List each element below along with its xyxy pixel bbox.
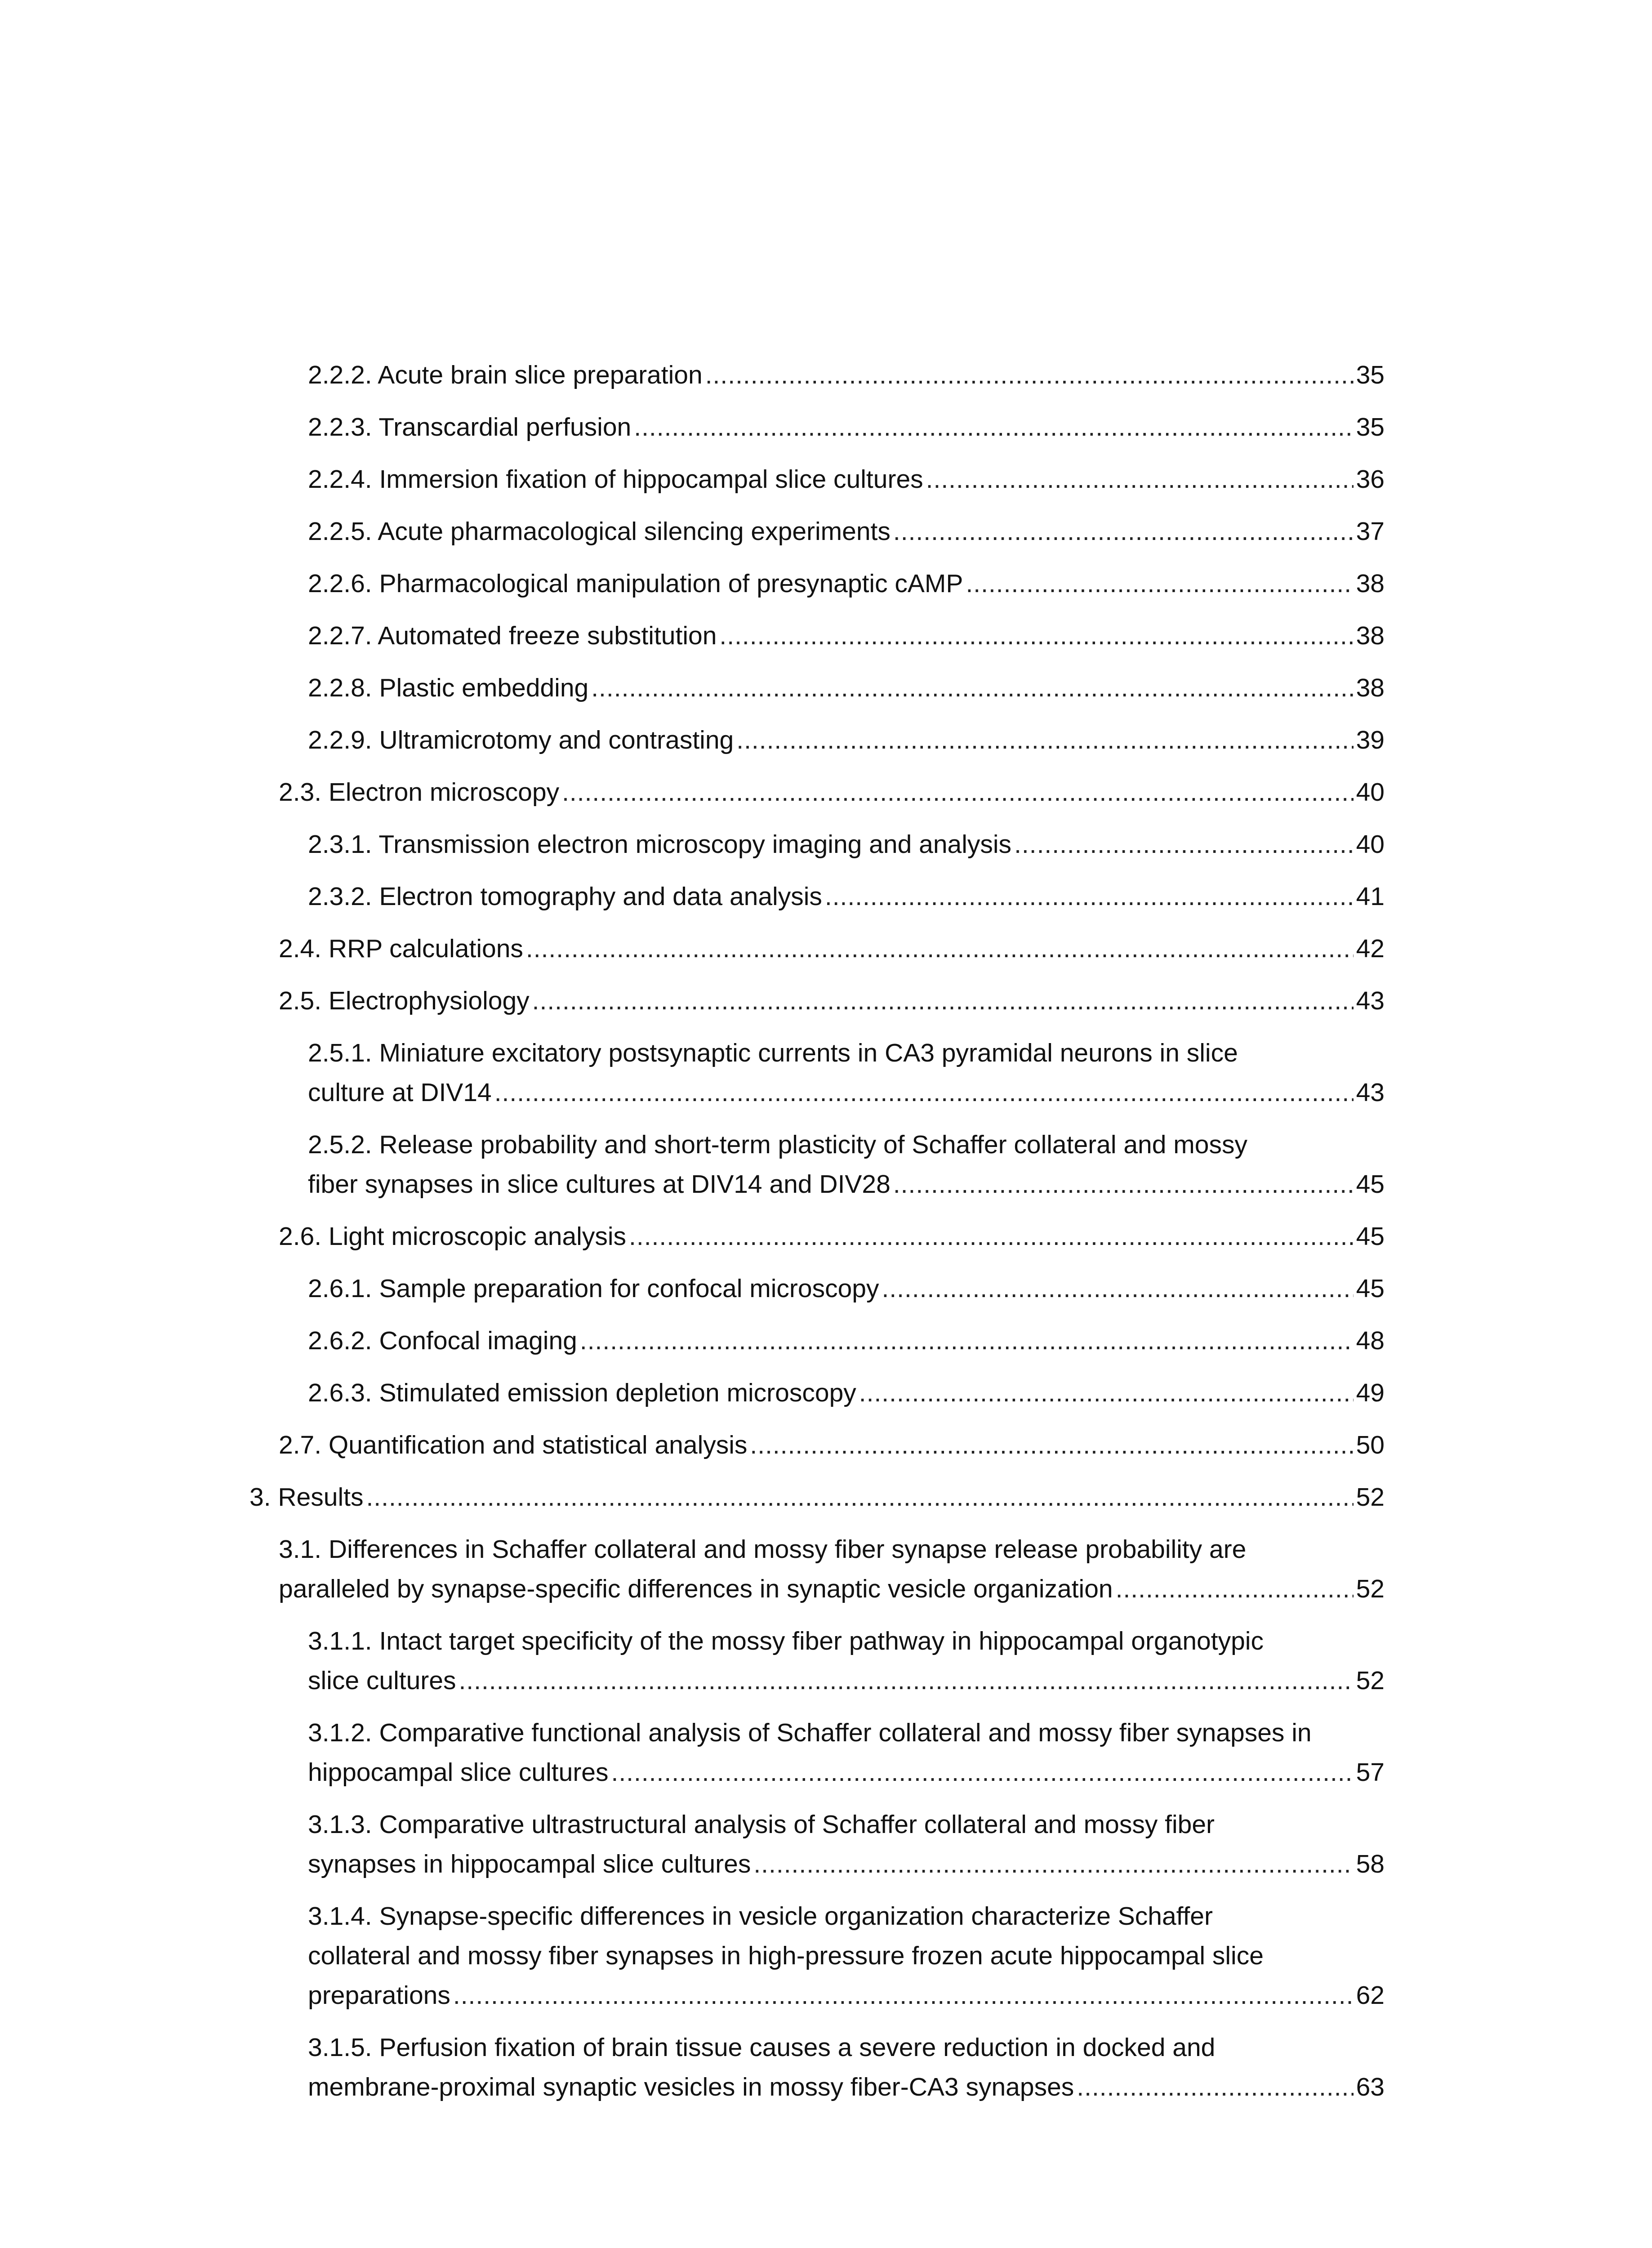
toc-entry[interactable] <box>249 1425 1385 1465</box>
toc-entry-line <box>279 929 1385 968</box>
toc-entry-title: hippocampal slice cultures <box>308 1758 609 1787</box>
toc-entry-line <box>308 1321 1385 1360</box>
toc-entry-line <box>308 616 1385 656</box>
toc-entry-line <box>308 459 1385 499</box>
toc-entry[interactable] <box>249 1713 1385 1792</box>
toc-entry-title: 2.2.3. Transcardial perfusion <box>308 413 632 442</box>
toc-entry-title: membrane-proximal synaptic vesicles in mossy fiber-CA3 synapses <box>308 2073 1074 2101</box>
toc-entry-title: slice cultures <box>308 1666 456 1695</box>
toc-entry-title: 2.2.8. Plastic embedding <box>308 674 589 702</box>
toc-page-number: 57 <box>1356 1758 1385 1787</box>
toc-entry[interactable] <box>249 355 1385 395</box>
toc-entry-title: 2.3.1. Transmission electron microscopy imaging and analysis <box>308 830 1012 859</box>
toc-entry-line <box>308 355 1385 395</box>
toc-page-number: 58 <box>1356 1850 1385 1878</box>
toc-entry[interactable] <box>249 1269 1385 1308</box>
toc-entry-line <box>308 1073 1385 1112</box>
toc-entry-title: paralleled by synapse-specific differences in synaptic vesicle organization <box>279 1574 1113 1603</box>
dot-leader <box>1116 1569 1354 1609</box>
toc-entry-line <box>308 512 1385 551</box>
toc-entry-title: 2.2.9. Ultramicrotomy and contrasting <box>308 726 734 754</box>
toc-entry-line <box>279 1217 1385 1256</box>
toc-entry[interactable] <box>249 668 1385 708</box>
toc-entry-title-line: collateral and mossy fiber synapses in high-pressure frozen acute hippocampal slice <box>308 1941 1264 1970</box>
dot-leader <box>494 1073 1354 1112</box>
toc-entry-line <box>308 407 1385 447</box>
toc-entry[interactable] <box>249 772 1385 812</box>
toc-entry-line <box>308 720 1385 760</box>
dot-leader <box>926 459 1354 499</box>
dot-leader <box>366 1477 1353 1517</box>
toc-page-number: 38 <box>1356 621 1385 650</box>
toc-entry-title: 3. Results <box>249 1483 364 1512</box>
toc-entry-title: 2.6.1. Sample preparation for confocal microscopy <box>308 1274 879 1303</box>
toc-entry[interactable] <box>249 1805 1385 1884</box>
toc-entry-title: 2.2.2. Acute brain slice preparation <box>308 361 703 389</box>
toc-entry[interactable] <box>249 929 1385 968</box>
dot-leader <box>629 1217 1354 1256</box>
table-of-contents <box>249 355 1385 2119</box>
dot-leader <box>562 772 1354 812</box>
toc-entry[interactable] <box>249 564 1385 603</box>
toc-entry[interactable] <box>249 2028 1385 2107</box>
toc-page-number: 40 <box>1356 830 1385 859</box>
toc-entry-title: 2.2.6. Pharmacological manipulation of presynaptic cAMP <box>308 569 963 598</box>
toc-entry-title-line: 3.1.3. Comparative ultrastructural analysis of Schaffer collateral and mossy fiber <box>308 1810 1215 1839</box>
toc-entry[interactable] <box>249 1530 1385 1609</box>
toc-page-number: 49 <box>1356 1378 1385 1407</box>
dot-leader <box>459 1661 1353 1700</box>
toc-page-number: 35 <box>1356 361 1385 389</box>
toc-page-number: 62 <box>1356 1981 1385 2010</box>
dot-leader <box>893 512 1354 551</box>
toc-entry[interactable] <box>249 720 1385 760</box>
toc-entry-title-line: 3.1.2. Comparative functional analysis of Schaffer collateral and mossy fiber synapses in <box>308 1718 1312 1747</box>
toc-entry-title-line: 3.1.1. Intact target specificity of the mossy fiber pathway in hippocampal organotypic <box>308 1627 1264 1655</box>
toc-entry[interactable] <box>249 1373 1385 1413</box>
dot-leader <box>453 1976 1354 2015</box>
toc-page-number: 52 <box>1356 1574 1385 1603</box>
toc-page-number: 43 <box>1356 1078 1385 1107</box>
toc-entry-line <box>249 1477 1385 1517</box>
toc-entry[interactable] <box>249 825 1385 864</box>
toc-entry[interactable] <box>249 1477 1385 1517</box>
toc-entry[interactable] <box>249 1033 1385 1112</box>
toc-entry-title: 2.5. Electrophysiology <box>279 986 530 1015</box>
toc-page-number: 52 <box>1356 1666 1385 1695</box>
toc-entry[interactable] <box>249 459 1385 499</box>
toc-page-number: 48 <box>1356 1326 1385 1355</box>
toc-page-number: 36 <box>1356 465 1385 494</box>
toc-page-number: 39 <box>1356 726 1385 754</box>
toc-entry-title: preparations <box>308 1981 450 2010</box>
toc-entry-title: 2.4. RRP calculations <box>279 934 523 963</box>
toc-page-number: 35 <box>1356 413 1385 442</box>
toc-entry[interactable] <box>249 512 1385 551</box>
dot-leader <box>1077 2067 1353 2107</box>
toc-page-number: 38 <box>1356 674 1385 702</box>
dot-leader <box>1014 825 1354 864</box>
toc-page-number: 45 <box>1356 1222 1385 1251</box>
toc-page-number: 45 <box>1356 1274 1385 1303</box>
toc-entry-title: 2.2.7. Automated freeze substitution <box>308 621 717 650</box>
dot-leader <box>580 1321 1354 1360</box>
toc-entry[interactable] <box>249 1896 1385 2015</box>
toc-entry-title-line: 3.1. Differences in Schaffer collateral and mossy fiber synapse release probability are <box>279 1535 1247 1564</box>
toc-entry[interactable] <box>249 1125 1385 1204</box>
toc-entry-title: 2.3.2. Electron tomography and data analysis <box>308 882 822 911</box>
toc-entry-title: 2.2.4. Immersion fixation of hippocampal slice cultures <box>308 465 923 494</box>
toc-page-number: 38 <box>1356 569 1385 598</box>
toc-page-number: 63 <box>1356 2073 1385 2101</box>
toc-entry-title: culture at DIV14 <box>308 1078 492 1107</box>
toc-entry-title: 2.6.2. Confocal imaging <box>308 1326 577 1355</box>
dot-leader <box>882 1269 1353 1308</box>
toc-entry-title-line: 3.1.4. Synapse-specific differences in vesicle organization characterize Schaffer <box>308 1902 1213 1931</box>
toc-page-number: 43 <box>1356 986 1385 1015</box>
toc-entry[interactable] <box>249 1321 1385 1360</box>
toc-page-number: 41 <box>1356 882 1385 911</box>
toc-entry-title: synapses in hippocampal slice cultures <box>308 1850 751 1878</box>
dot-leader <box>719 616 1353 656</box>
toc-entry[interactable] <box>249 407 1385 447</box>
toc-entry-title-line: 2.5.2. Release probability and short-term plasticity of Schaffer collateral and mossy <box>308 1130 1247 1159</box>
toc-entry-title-line: 3.1.5. Perfusion fixation of brain tissue causes a severe reduction in docked and <box>308 2033 1216 2062</box>
toc-entry-title: 2.6.3. Stimulated emission depletion microscopy <box>308 1378 856 1407</box>
dot-leader <box>591 668 1353 708</box>
dot-leader <box>859 1373 1354 1413</box>
dot-leader <box>532 981 1354 1021</box>
toc-entry-line <box>308 1753 1385 1792</box>
toc-entry[interactable] <box>249 1217 1385 1256</box>
toc-page-number: 45 <box>1356 1170 1385 1199</box>
dot-leader <box>825 877 1354 916</box>
dot-leader <box>753 1844 1353 1884</box>
toc-entry-line <box>279 981 1385 1021</box>
toc-entry-line <box>308 1164 1385 1204</box>
toc-entry-title: 2.3. Electron microscopy <box>279 778 560 807</box>
toc-entry-line <box>279 1569 1385 1609</box>
toc-entry-line <box>308 825 1385 864</box>
toc-entry-title: 2.7. Quantification and statistical analysis <box>279 1431 748 1459</box>
toc-entry-line <box>279 1425 1385 1465</box>
toc-entry-line <box>308 668 1385 708</box>
toc-page-number: 52 <box>1356 1483 1385 1512</box>
dot-leader <box>611 1753 1354 1792</box>
toc-entry[interactable] <box>249 981 1385 1021</box>
toc-entry-line <box>308 1976 1385 2015</box>
dot-leader <box>526 929 1354 968</box>
dot-leader <box>736 720 1353 760</box>
dot-leader <box>705 355 1354 395</box>
toc-entry-line <box>308 1661 1385 1700</box>
dot-leader <box>634 407 1353 447</box>
dot-leader <box>966 564 1353 603</box>
toc-entry-line <box>308 2067 1385 2107</box>
toc-entry[interactable] <box>249 877 1385 916</box>
toc-entry-title: 2.6. Light microscopic analysis <box>279 1222 627 1251</box>
toc-page-number: 50 <box>1356 1431 1385 1459</box>
toc-entry-line <box>308 1844 1385 1884</box>
toc-entry-title: fiber synapses in slice cultures at DIV14 and DIV28 <box>308 1170 891 1199</box>
toc-page-number: 40 <box>1356 778 1385 807</box>
toc-entry-title: 2.2.5. Acute pharmacological silencing experiments <box>308 517 891 546</box>
toc-entry-title-line: 2.5.1. Miniature excitatory postsynaptic currents in CA3 pyramidal neurons in slice <box>308 1039 1238 1067</box>
toc-page-number: 42 <box>1356 934 1385 963</box>
toc-entry-line <box>279 772 1385 812</box>
toc-entry-line <box>308 564 1385 603</box>
toc-entry[interactable] <box>249 616 1385 656</box>
toc-entry-line <box>308 877 1385 916</box>
dot-leader <box>893 1164 1354 1204</box>
dot-leader <box>750 1425 1353 1465</box>
toc-page-number: 37 <box>1356 517 1385 546</box>
toc-entry-line <box>308 1373 1385 1413</box>
toc-entry-line <box>308 1269 1385 1308</box>
toc-entry[interactable] <box>249 1621 1385 1700</box>
